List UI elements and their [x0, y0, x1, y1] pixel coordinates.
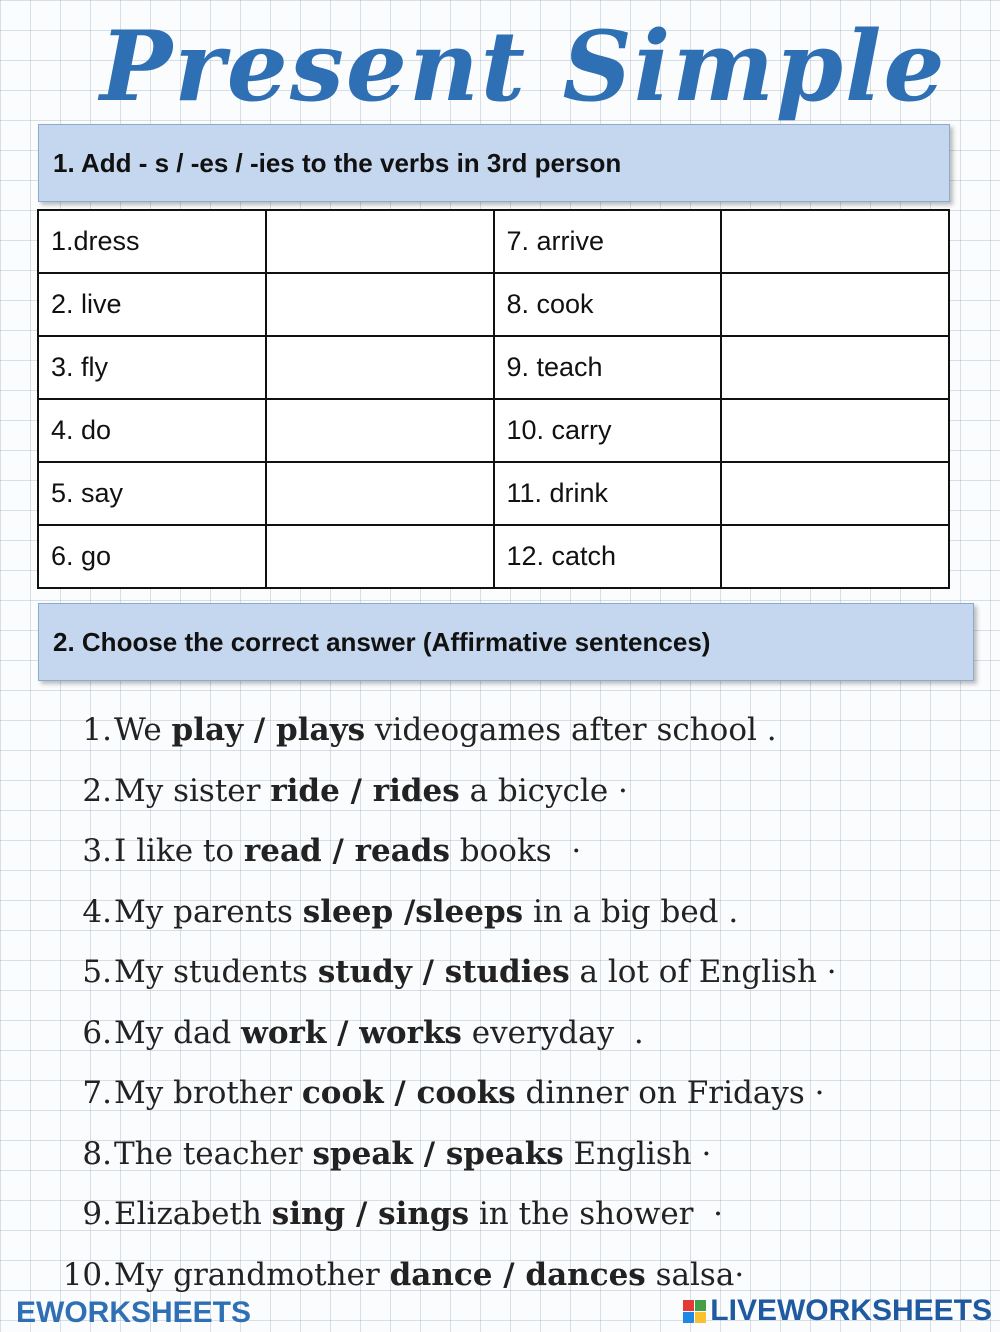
answer-option[interactable]: speaks: [445, 1135, 564, 1172]
answer-option[interactable]: studies: [444, 954, 570, 990]
sentence-number: 3.: [82, 833, 112, 869]
sentence-text: My parents: [114, 893, 303, 930]
answer-option[interactable]: study: [317, 954, 412, 990]
option-separator: /: [339, 772, 373, 809]
logo-square-icon: [695, 1312, 706, 1323]
option-separator: /: [411, 954, 445, 990]
verb-cell: 1.dress: [38, 210, 266, 273]
sentence-item: [50, 1063, 980, 1124]
sentence-text: everyday .: [461, 1014, 644, 1051]
answer-cell: [721, 336, 949, 399]
section-1-heading: 1. Add - s / -es / -ies to the verbs in 3rd person: [38, 124, 950, 202]
option-separator: /: [383, 1075, 417, 1111]
option-separator: /: [492, 1256, 526, 1293]
answer-input[interactable]: [267, 337, 493, 398]
answer-option[interactable]: rides: [372, 772, 460, 809]
option-separator: /: [412, 1135, 446, 1172]
answer-cell: [266, 210, 494, 273]
answer-cell: [266, 462, 494, 525]
sentence-item: [50, 821, 980, 882]
option-separator: /: [326, 1014, 360, 1051]
verb-cell: 10. carry: [494, 399, 722, 462]
sentence-text: videogames after school .: [365, 712, 777, 748]
verb-cell: 9. teach: [494, 336, 722, 399]
liveworksheets-logo: [683, 1294, 992, 1328]
sentence-item: [50, 700, 980, 761]
answer-input[interactable]: [267, 211, 493, 272]
sentence-text: Elizabeth: [114, 1196, 272, 1232]
sentence-text: My sister: [114, 772, 271, 809]
answer-option[interactable]: plays: [276, 712, 366, 748]
answer-input[interactable]: [722, 400, 948, 461]
answer-option[interactable]: speak: [312, 1135, 413, 1172]
answer-cell: [721, 210, 949, 273]
sentence-text: I like to: [114, 833, 244, 869]
answer-cell: [721, 462, 949, 525]
sentence-text: The teacher: [114, 1135, 313, 1172]
sentence-number: 6.: [82, 1014, 112, 1051]
sentence-text: My dad: [114, 1014, 242, 1051]
sentence-item: [50, 1003, 980, 1064]
table-row: [38, 210, 949, 273]
sentence-item: [50, 882, 980, 943]
sentence-number: 9.: [82, 1196, 112, 1232]
answer-cell: [266, 273, 494, 336]
answer-option[interactable]: dances: [525, 1256, 646, 1293]
eworksheets-watermark: EWORKSHEETS: [16, 1296, 252, 1329]
verb-cell: 6. go: [38, 525, 266, 588]
option-separator: /: [393, 893, 416, 930]
answer-input[interactable]: [267, 400, 493, 461]
logo-square-icon: [683, 1300, 694, 1311]
sentence-number: 2.: [82, 772, 112, 809]
verb-cell: 12. catch: [494, 525, 722, 588]
sentence-item: [50, 1184, 980, 1245]
table-row: [38, 399, 949, 462]
answer-cell: [266, 525, 494, 588]
sentence-number: 10.: [62, 1256, 112, 1293]
sentence-text: in the shower ·: [469, 1196, 724, 1232]
answer-cell: [266, 336, 494, 399]
answer-input[interactable]: [722, 463, 948, 524]
answer-cell: [266, 399, 494, 462]
answer-option[interactable]: sings: [378, 1196, 470, 1232]
sentence-number: 1.: [82, 712, 112, 748]
sentence-list: [50, 700, 980, 1305]
answer-input[interactable]: [722, 274, 948, 335]
answer-option[interactable]: play: [171, 712, 244, 748]
table-row: [38, 273, 949, 336]
verb-cell: 3. fly: [38, 336, 266, 399]
answer-cell: [721, 399, 949, 462]
sentence-number: 4.: [82, 893, 112, 930]
table-row: [38, 462, 949, 525]
table-row: [38, 336, 949, 399]
verb-cell: 5. say: [38, 462, 266, 525]
sentence-text: a lot of English ·: [569, 954, 837, 990]
answer-option[interactable]: ride: [270, 772, 340, 809]
sentence-text: in a big bed .: [523, 893, 739, 930]
sentence-text: We: [114, 712, 172, 748]
table-row: [38, 525, 949, 588]
answer-option[interactable]: cook: [301, 1075, 384, 1111]
verb-cell: 7. arrive: [494, 210, 722, 273]
answer-option[interactable]: work: [241, 1014, 327, 1051]
sentence-text: a bicycle ·: [459, 772, 628, 809]
answer-cell: [721, 525, 949, 588]
answer-input[interactable]: [267, 463, 493, 524]
section-2-heading: 2. Choose the correct answer (Affirmative sentences): [38, 603, 974, 681]
answer-option[interactable]: read: [243, 833, 322, 869]
answer-cell: [721, 273, 949, 336]
logo-square-icon: [683, 1312, 694, 1323]
answer-option[interactable]: cooks: [416, 1075, 516, 1111]
sentence-number: 7.: [82, 1075, 112, 1111]
sentence-text: English ·: [563, 1135, 712, 1172]
answer-input[interactable]: [267, 526, 493, 587]
sentence-text: My students: [114, 954, 318, 990]
answer-input[interactable]: [722, 526, 948, 587]
sentence-item: [50, 761, 980, 822]
liveworksheets-logo-icon: [683, 1300, 706, 1323]
answer-option[interactable]: sing: [271, 1196, 346, 1232]
answer-option[interactable]: dance: [389, 1256, 493, 1293]
sentence-item: [50, 1124, 980, 1185]
answer-input[interactable]: [722, 211, 948, 272]
sentence-text: dinner on Fridays ·: [515, 1075, 825, 1111]
sentence-text: My grandmother: [114, 1256, 390, 1293]
answer-input[interactable]: [267, 274, 493, 335]
logo-square-icon: [695, 1300, 706, 1311]
option-separator: /: [321, 833, 355, 869]
sentence-number: 8.: [82, 1135, 112, 1172]
answer-option[interactable]: sleep: [302, 893, 394, 930]
answer-input[interactable]: [722, 337, 948, 398]
option-separator: /: [243, 712, 277, 748]
answer-option[interactable]: works: [359, 1014, 462, 1051]
sentence-item: [50, 942, 980, 1003]
verb-cell: 2. live: [38, 273, 266, 336]
liveworksheets-text: LIVEWORKSHEETS: [710, 1294, 992, 1327]
answer-option[interactable]: reads: [354, 833, 450, 869]
option-separator: /: [345, 1196, 379, 1232]
sentence-number: 5.: [82, 954, 112, 990]
verb-table: [37, 209, 950, 589]
answer-option[interactable]: sleeps: [415, 893, 524, 930]
sentence-text: My brother: [114, 1075, 302, 1111]
sentence-text: books ·: [449, 833, 582, 869]
sentence-text: salsa·: [645, 1256, 745, 1293]
verb-cell: 11. drink: [494, 462, 722, 525]
page-title: Present Simple: [100, 10, 947, 123]
verb-cell: 8. cook: [494, 273, 722, 336]
verb-cell: 4. do: [38, 399, 266, 462]
